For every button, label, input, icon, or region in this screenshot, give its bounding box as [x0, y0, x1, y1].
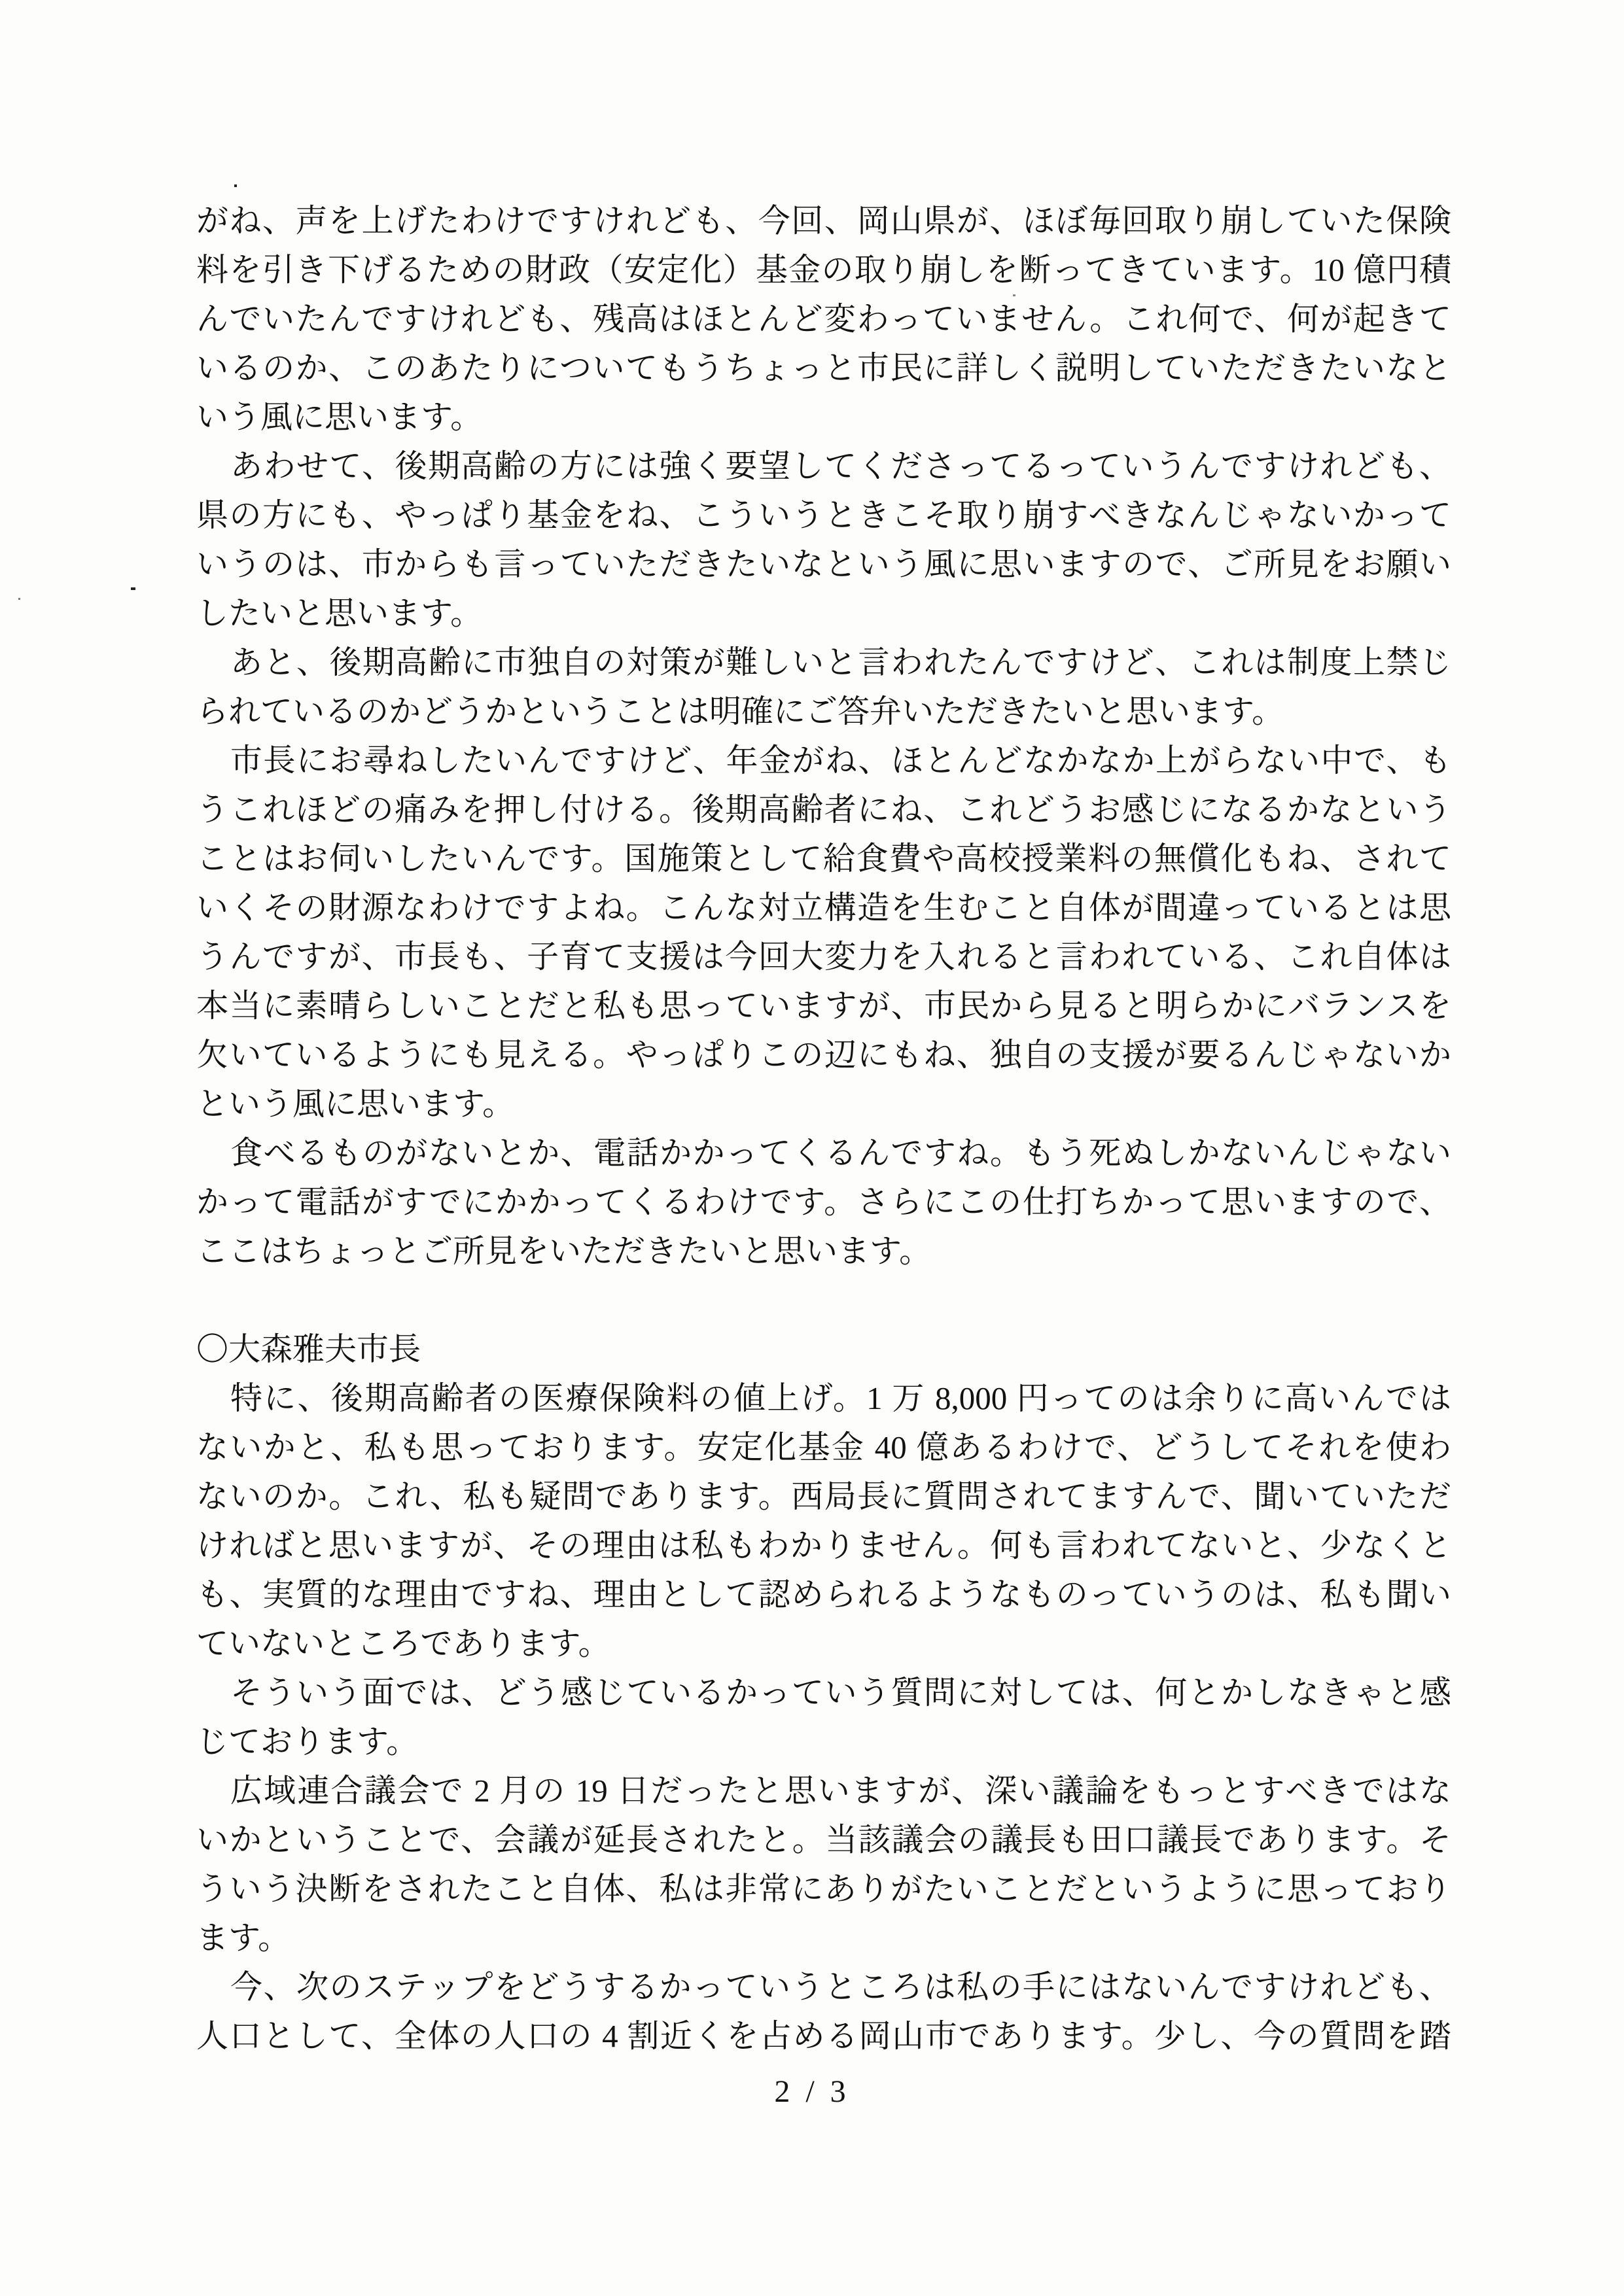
- text-line: 食べるものがないとか、電話かかってくるんですね。もう死ぬしかないんじゃない: [230, 1135, 1451, 1171]
- speaker-heading: 〇大森雅夫市長: [196, 1331, 421, 1367]
- text-line: 人口として、全体の人口の 4 割近くを占める岡山市であります。少し、今の質問を踏: [196, 2018, 1451, 2054]
- text-line: という風に思います。: [196, 1086, 515, 1122]
- scan-artifact: [131, 587, 135, 590]
- text-line: じております。: [196, 1724, 419, 1760]
- text-line: いるのか、このあたりについてもうちょっと市民に詳しく説明していただきたいなと: [196, 350, 1451, 386]
- text-line: ことはお伺いしたいんです。国施策として給食費や高校授業料の無償化もね、されて: [196, 841, 1451, 877]
- blank-line: [196, 1276, 1451, 1325]
- scan-artifact: [234, 184, 237, 187]
- text-line: あわせて、後期高齢の方には強く要望してくださってるっていうんですけれども、: [230, 448, 1451, 484]
- text-line: いかということで、会議が延長されたと。当該議会の議長も田口議長であります。そ: [196, 1822, 1451, 1858]
- text-line: 料を引き下げるための財政（安定化）基金の取り崩しを断ってきています。10 億円積: [196, 252, 1451, 288]
- text-line: かって電話がすでにかかってくるわけです。さらにこの仕打ちかって思いますので、: [196, 1184, 1451, 1220]
- text-line: も、実質的な理由ですね、理由として認められるようなものっていうのは、私も聞い: [196, 1576, 1451, 1612]
- scan-artifact: [1013, 294, 1015, 296]
- text-line: 本当に素晴らしいことだと私も思っていますが、市民から見ると明らかにバランスを: [196, 988, 1451, 1024]
- text-line: られているのかどうかということは明確にご答弁いただきたいと思います。: [196, 693, 1284, 729]
- text-line: あと、後期高齢に市独自の対策が難しいと言われたんですけど、これは制度上禁じ: [230, 644, 1451, 680]
- text-line: ていないところであります。: [196, 1626, 610, 1661]
- text-line: 市長にお尋ねしたいんですけど、年金がね、ほとんどなかなか上がらない中で、も: [230, 742, 1451, 778]
- text-line: ます。: [196, 1920, 291, 1956]
- text-line: うんですが、市長も、子育て支援は今回大変力を入れると言われている、これ自体は: [196, 939, 1451, 975]
- text-line: 特に、後期高齢者の医療保険料の値上げ。1 万 8,000 円ってのは余りに高いんでは: [230, 1380, 1451, 1416]
- document-body: [196, 196, 1451, 2061]
- text-line: ういう決断をされたこと自体、私は非常にありがたいことだというように思っており: [196, 1871, 1451, 1907]
- text-line: んでいたんですけれども、残高はほとんど変わっていません。これ何で、何が起きて: [196, 301, 1451, 337]
- text-line: ここはちょっとご所見をいただきたいと思います。: [196, 1233, 932, 1269]
- text-line: ないのか。これ、私も疑問であります。西局長に質問されてますんで、聞いていただ: [196, 1478, 1451, 1514]
- scan-artifact: [18, 598, 20, 600]
- text-line: いう風に思います。: [196, 399, 483, 435]
- text-line: 県の方にも、やっぱり基金をね、こういうときこそ取り崩すべきなんじゃないかって: [196, 497, 1451, 533]
- text-line: したいと思います。: [196, 595, 483, 631]
- text-line: いうのは、市からも言っていただきたいなという風に思いますので、ご所見をお願い: [196, 546, 1451, 582]
- text-line: 広域連合議会で 2 月の 19 日だったと思いますが、深い議論をもっとすべきではな: [230, 1773, 1451, 1809]
- text-line: 欠いているようにも見える。やっぱりこの辺にもね、独自の支援が要るんじゃないか: [196, 1037, 1451, 1073]
- page-number: 2 / 3: [774, 2074, 850, 2109]
- text-line: がね、声を上げたわけですけれども、今回、岡山県が、ほぼ毎回取り崩していた保険: [196, 203, 1451, 239]
- text-line: ないかと、私も思っております。安定化基金 40 億あるわけで、どうしてそれを使わ: [196, 1429, 1451, 1465]
- text-line: いくその財源なわけですよね。こんな対立構造を生むこと自体が間違っているとは思: [196, 890, 1451, 926]
- text-line: うこれほどの痛みを押し付ける。後期高齢者にね、これどうお感じになるかなという: [196, 791, 1451, 827]
- text-line: そういう面では、どう感じているかっていう質問に対しては、何とかしなきゃと感: [230, 1675, 1451, 1711]
- text-line: ければと思いますが、その理由は私もわかりません。何も言われてないと、少なくと: [196, 1527, 1451, 1563]
- text-line: 今、次のステップをどうするかっていうところは私の手にはないんですけれども、: [230, 1969, 1451, 2005]
